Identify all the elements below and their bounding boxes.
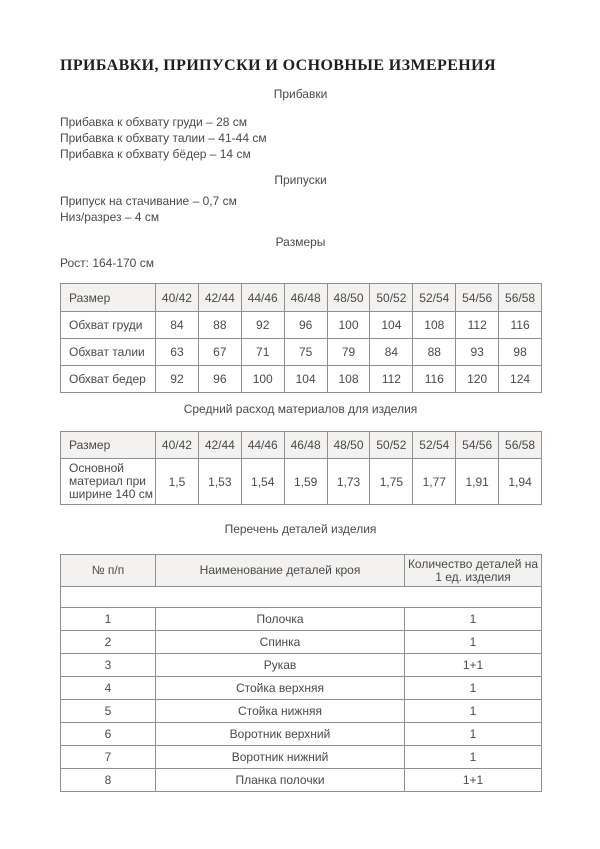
text-line-seam-allowance: Припуск на стачивание – 0,7 см <box>60 194 237 208</box>
material-table-header-cell: 40/42 <box>156 432 199 459</box>
value-cell: 92 <box>241 312 284 339</box>
row-label: Основной материал при ширине 140 см <box>61 459 156 505</box>
table-row-part <box>61 631 542 654</box>
value-cell: 79 <box>327 339 370 366</box>
value-cell: 120 <box>456 366 499 393</box>
part-number: 7 <box>61 746 156 769</box>
parts-header-name: Наименование деталей кроя <box>156 555 405 587</box>
text-line-hip-addition: Прибавка к обхвату бёдер – 14 см <box>60 147 251 161</box>
value-cell: 88 <box>413 339 456 366</box>
value-cell: 116 <box>413 366 456 393</box>
material-table-header-cell: 42/44 <box>198 432 241 459</box>
material-table-header-row <box>61 432 542 459</box>
part-number: 8 <box>61 769 156 792</box>
size-table-header-cell: 46/48 <box>284 284 327 312</box>
parts-list-table <box>60 554 542 792</box>
table-row-part <box>61 769 542 792</box>
value-cell: 71 <box>241 339 284 366</box>
section-heading-pripuski: Припуски <box>274 173 327 187</box>
value-cell: 96 <box>284 312 327 339</box>
value-cell: 104 <box>284 366 327 393</box>
size-table-header-cell: 54/56 <box>456 284 499 312</box>
table-row-part <box>61 746 542 769</box>
size-measurements-table <box>60 283 542 393</box>
value-cell: 108 <box>327 366 370 393</box>
value-cell: 1,91 <box>456 459 499 505</box>
value-cell: 1,73 <box>327 459 370 505</box>
value-cell: 124 <box>499 366 542 393</box>
value-cell: 92 <box>156 366 199 393</box>
value-cell: 84 <box>156 312 199 339</box>
part-number: 1 <box>61 608 156 631</box>
part-name: Планка полочки <box>156 769 405 792</box>
part-quantity: 1 <box>405 608 542 631</box>
table-row-part <box>61 608 542 631</box>
part-name: Стойка верхняя <box>156 677 405 700</box>
material-table-header-cell: 44/46 <box>241 432 284 459</box>
value-cell: 1,59 <box>284 459 327 505</box>
part-quantity: 1 <box>405 700 542 723</box>
value-cell: 67 <box>198 339 241 366</box>
part-number: 3 <box>61 654 156 677</box>
parts-header-number: № п/п <box>61 555 156 587</box>
text-line-chest-addition: Прибавка к обхвату груди – 28 см <box>60 115 248 129</box>
material-table-header-cell: 56/58 <box>499 432 542 459</box>
section-heading-pribavki: Прибавки <box>273 87 328 101</box>
part-name: Полочка <box>156 608 405 631</box>
value-cell: 1,54 <box>241 459 284 505</box>
part-name: Воротник нижний <box>156 746 405 769</box>
value-cell: 108 <box>413 312 456 339</box>
size-table-header-row <box>61 284 542 312</box>
material-table-header-cell: Размер <box>61 432 156 459</box>
part-quantity: 1 <box>405 723 542 746</box>
part-number: 5 <box>61 700 156 723</box>
value-cell: 112 <box>456 312 499 339</box>
height-note: Рост: 164-170 см <box>60 256 154 270</box>
value-cell: 96 <box>198 366 241 393</box>
size-table-header-cell: 40/42 <box>156 284 199 312</box>
part-name: Стойка нижняя <box>156 700 405 723</box>
part-name: Воротник верхний <box>156 723 405 746</box>
part-quantity: 1 <box>405 677 542 700</box>
value-cell: 104 <box>370 312 413 339</box>
value-cell: 116 <box>499 312 542 339</box>
value-cell: 75 <box>284 339 327 366</box>
part-number: 4 <box>61 677 156 700</box>
text-line-hem-allowance: Низ/разрез – 4 см <box>60 210 160 224</box>
row-label: Обхват бедер <box>61 366 156 393</box>
material-consumption-table <box>60 431 542 505</box>
value-cell: 100 <box>241 366 284 393</box>
value-cell: 93 <box>456 339 499 366</box>
value-cell: 1,53 <box>198 459 241 505</box>
part-name: Рукав <box>156 654 405 677</box>
part-quantity: 1 <box>405 746 542 769</box>
part-quantity: 1+1 <box>405 769 542 792</box>
table-row-part <box>61 723 542 746</box>
parts-table-spacer-row <box>61 587 542 608</box>
value-cell: 1,5 <box>156 459 199 505</box>
pripuski-paragraph <box>60 193 541 225</box>
part-name: Спинка <box>156 631 405 654</box>
value-cell: 63 <box>156 339 199 366</box>
table-row-waist <box>61 339 542 366</box>
size-table-header-cell: 48/50 <box>327 284 370 312</box>
section-heading-material: Средний расход материалов для изделия <box>183 402 418 416</box>
text-line-waist-addition: Прибавка к обхвату талии – 41-44 см <box>60 131 267 145</box>
parts-header-quantity: Количество деталей на 1 ед. изделия <box>405 555 542 587</box>
material-table-header-cell: 48/50 <box>327 432 370 459</box>
material-table-header-cell: 46/48 <box>284 432 327 459</box>
material-table-header-cell: 54/56 <box>456 432 499 459</box>
table-row-main-material <box>61 459 542 505</box>
row-label: Обхват груди <box>61 312 156 339</box>
size-table-header-cell: 44/46 <box>241 284 284 312</box>
value-cell: 1,75 <box>370 459 413 505</box>
pribavki-paragraph <box>60 114 541 162</box>
spacer-cell <box>61 587 542 608</box>
size-table-header-cell: 56/58 <box>499 284 542 312</box>
section-heading-razmery: Размеры <box>275 235 326 249</box>
table-row-part <box>61 677 542 700</box>
table-row-chest <box>61 312 542 339</box>
material-table-header-cell: 50/52 <box>370 432 413 459</box>
row-label: Обхват талии <box>61 339 156 366</box>
value-cell: 1,94 <box>499 459 542 505</box>
material-table-header-cell: 52/54 <box>413 432 456 459</box>
part-quantity: 1+1 <box>405 654 542 677</box>
table-row-hips <box>61 366 542 393</box>
size-table-header-cell: 52/54 <box>413 284 456 312</box>
value-cell: 112 <box>370 366 413 393</box>
section-heading-parts: Перечень деталей изделия <box>224 522 377 536</box>
parts-table-header-row <box>61 555 542 587</box>
size-table-header-cell: Размер <box>61 284 156 312</box>
value-cell: 100 <box>327 312 370 339</box>
size-table-header-cell: 50/52 <box>370 284 413 312</box>
size-table-header-cell: 42/44 <box>198 284 241 312</box>
table-row-part <box>61 654 542 677</box>
part-number: 6 <box>61 723 156 746</box>
value-cell: 1,77 <box>413 459 456 505</box>
value-cell: 98 <box>499 339 542 366</box>
page-title: ПРИБАВКИ, ПРИПУСКИ И ОСНОВНЫЕ ИЗМЕРЕНИЯ <box>60 57 496 74</box>
table-row-part <box>61 700 542 723</box>
value-cell: 84 <box>370 339 413 366</box>
part-quantity: 1 <box>405 631 542 654</box>
part-number: 2 <box>61 631 156 654</box>
value-cell: 88 <box>198 312 241 339</box>
